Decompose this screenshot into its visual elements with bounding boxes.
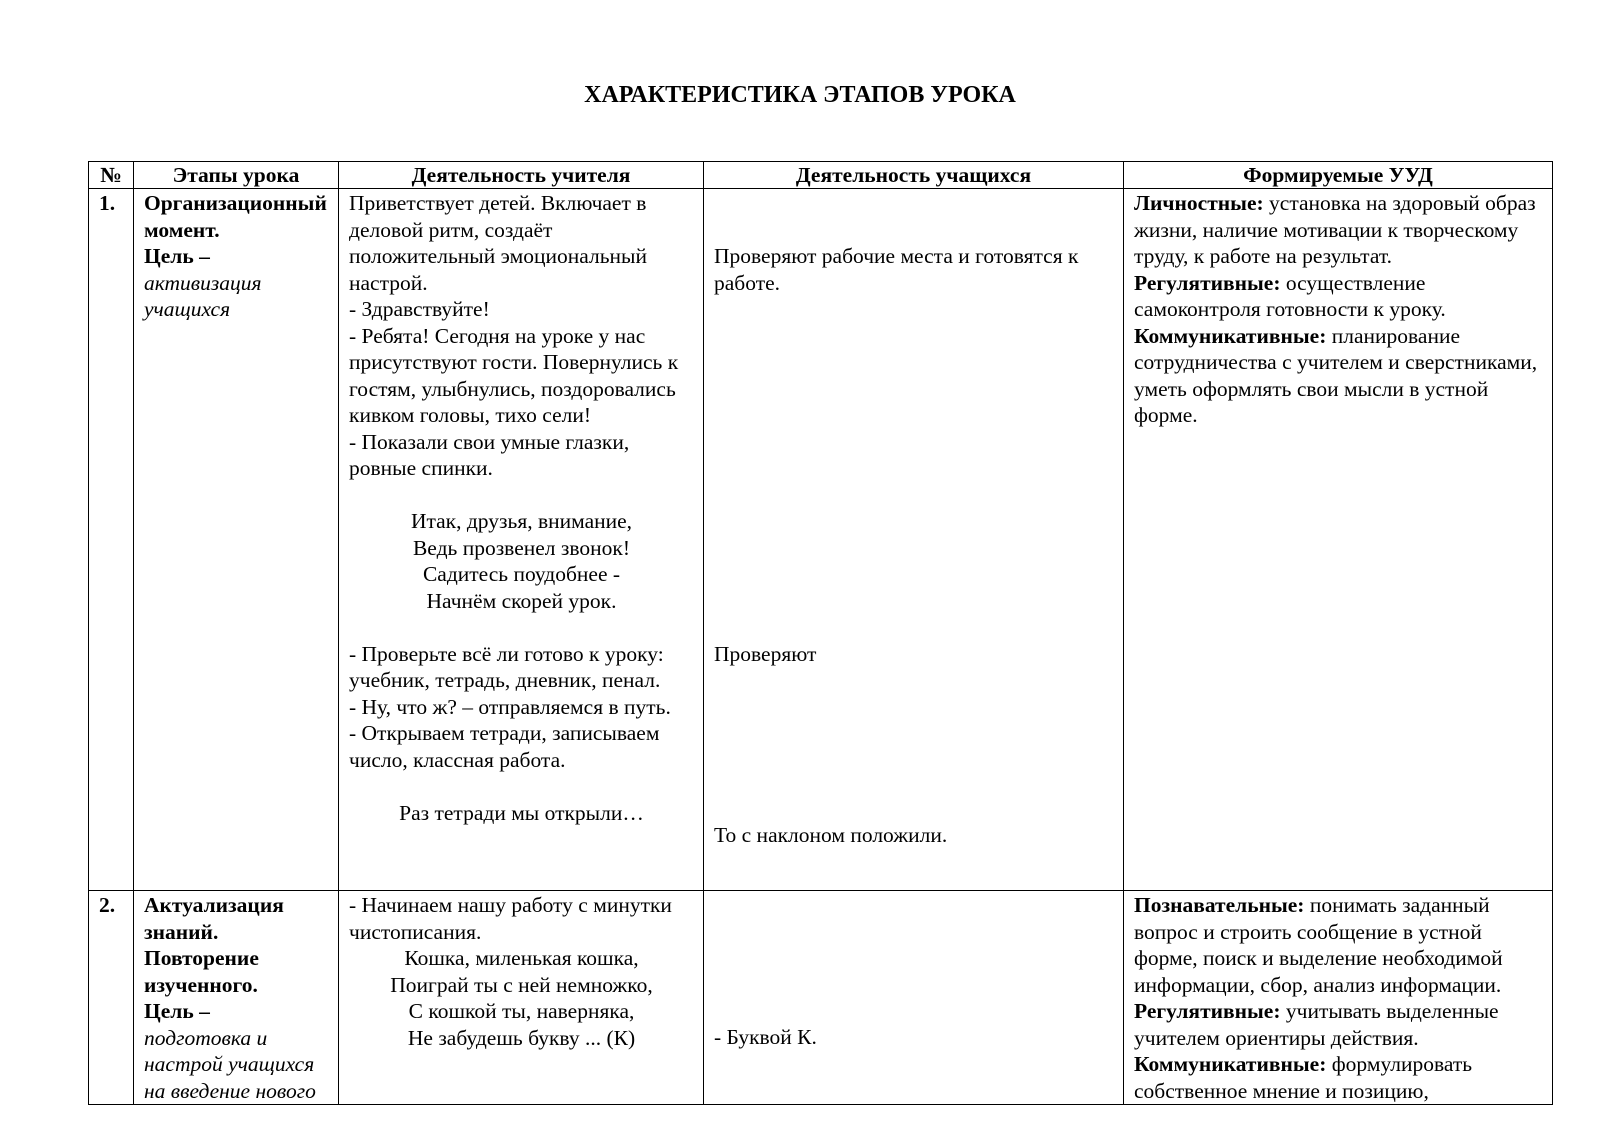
uud-text: учитывать выделенные учителем ориентиры действия. xyxy=(1134,999,1499,1050)
uud-regulatory xyxy=(1134,998,1543,1051)
uud-personal xyxy=(1134,190,1543,270)
teacher-line: - Проверьте всё ли готово к уроку: учебник, тетрадь, дневник, пенал. xyxy=(349,641,664,692)
stage-name: Повторение изученного. xyxy=(144,946,259,997)
teacher-line: - Ребята! Сегодня на уроке у нас присутствуют гости. Повернулись к гостям, улыбнулись, поздоровались кивком головы, тихо сели! xyxy=(349,323,679,427)
poem-line: Ведь прозвенел звонок! xyxy=(412,535,631,560)
uud-text: установка на здоровый образ жизни, наличие мотивации к творческому труду, к работе на результат. xyxy=(1134,191,1536,268)
uud-cell xyxy=(1124,891,1553,1105)
poem-line: Садитесь поудобнее - xyxy=(422,562,621,586)
uud-text: планирование сотрудничества с учителем и сверстниками, уметь оформлять свои мысли в устной форме. xyxy=(1134,323,1538,427)
goal-label: Цель – xyxy=(144,999,210,1023)
teacher-line: - Показали свои умные глазки, ровные спинки. xyxy=(349,429,630,480)
students-cell xyxy=(704,189,1124,891)
teacher-line: - Открываем тетради, записываем число, классная работа. xyxy=(349,721,660,772)
uud-label: Регулятивные: xyxy=(1134,999,1281,1023)
students-cell xyxy=(704,891,1124,1105)
poem-line: Поиграй ты с ней немножко, xyxy=(390,972,653,997)
header-students: Деятельность учащихся xyxy=(704,162,1124,189)
row-number xyxy=(89,891,134,1105)
uud-communicative xyxy=(1134,1051,1543,1104)
poem-line: С кошкой ты, наверняка, xyxy=(408,999,635,1023)
goal-text: активизация учащихся xyxy=(144,270,262,321)
table-row xyxy=(89,891,1553,1105)
row-number xyxy=(89,189,134,891)
uud-cognitive xyxy=(1134,892,1543,998)
goal-label: Цель – xyxy=(144,244,210,268)
teacher-cell xyxy=(339,891,704,1105)
row-number-text: 1. xyxy=(99,191,116,215)
table-row xyxy=(89,189,1553,891)
students-activity: Проверяют рабочие места и готовятся к работе. xyxy=(714,244,1079,295)
page-title: ХАРАКТЕРИСТИКА ЭТАПОВ УРОКА xyxy=(584,82,1016,108)
teacher-intro: - Начинаем нашу работу с минутки чистописания. xyxy=(349,893,672,944)
stage-cell xyxy=(134,189,339,891)
goal-text: подготовка и настрой учащихся на введение нового xyxy=(144,1025,316,1103)
uud-text: понимать заданный вопрос и строить сообщение в устной форме, поиск и выделение необходимой информации, сбор, анализ информации. xyxy=(1134,893,1503,997)
header-stage: Этапы урока xyxy=(134,162,339,189)
teacher-line: - Здравствуйте! xyxy=(349,297,490,321)
poem-line: Итак, друзья, внимание, xyxy=(410,509,633,533)
uud-label: Коммуникативные: xyxy=(1134,323,1327,348)
table-header-row xyxy=(89,162,1553,189)
poem-line: Кошка, миленькая кошка, xyxy=(404,946,639,970)
poem-line: Начнём скорей урок. xyxy=(426,588,617,613)
uud-text: формулировать собственное мнение и позицию, xyxy=(1134,1052,1473,1103)
students-activity: - Буквой К. xyxy=(714,1025,817,1049)
stage-name: Организационный момент. xyxy=(144,191,327,242)
header-uud: Формируемые УУД xyxy=(1124,162,1553,189)
stage-name: Актуализация знаний. xyxy=(144,893,284,944)
uud-cell xyxy=(1124,189,1553,891)
header-num: № xyxy=(89,162,134,189)
header-teacher: Деятельность учителя xyxy=(339,162,704,189)
lesson-stages-table xyxy=(88,161,1553,1105)
uud-label: Познавательные: xyxy=(1134,893,1305,917)
teacher-intro: Приветствует детей. Включает в деловой ритм, создаёт положительный эмоциональный настрой. xyxy=(349,191,647,295)
poem-line: Раз тетради мы открыли… xyxy=(399,800,644,825)
stage-cell xyxy=(134,891,339,1105)
teacher-line: - Ну, что ж? – отправляемся в путь. xyxy=(349,694,671,719)
uud-regulatory xyxy=(1134,270,1543,323)
uud-label: Регулятивные: xyxy=(1134,270,1281,295)
uud-communicative xyxy=(1134,323,1543,429)
uud-label: Коммуникативные: xyxy=(1134,1052,1327,1076)
row-number-text: 2. xyxy=(99,893,116,917)
uud-text: осуществление самоконтроля готовности к уроку. xyxy=(1134,270,1446,321)
uud-label: Личностные: xyxy=(1134,191,1264,215)
students-activity: Проверяют xyxy=(714,642,817,666)
teacher-cell xyxy=(339,189,704,891)
students-activity: То с наклоном положили. xyxy=(714,822,948,847)
poem-line: Не забудешь букву ... (К) xyxy=(407,1025,636,1050)
